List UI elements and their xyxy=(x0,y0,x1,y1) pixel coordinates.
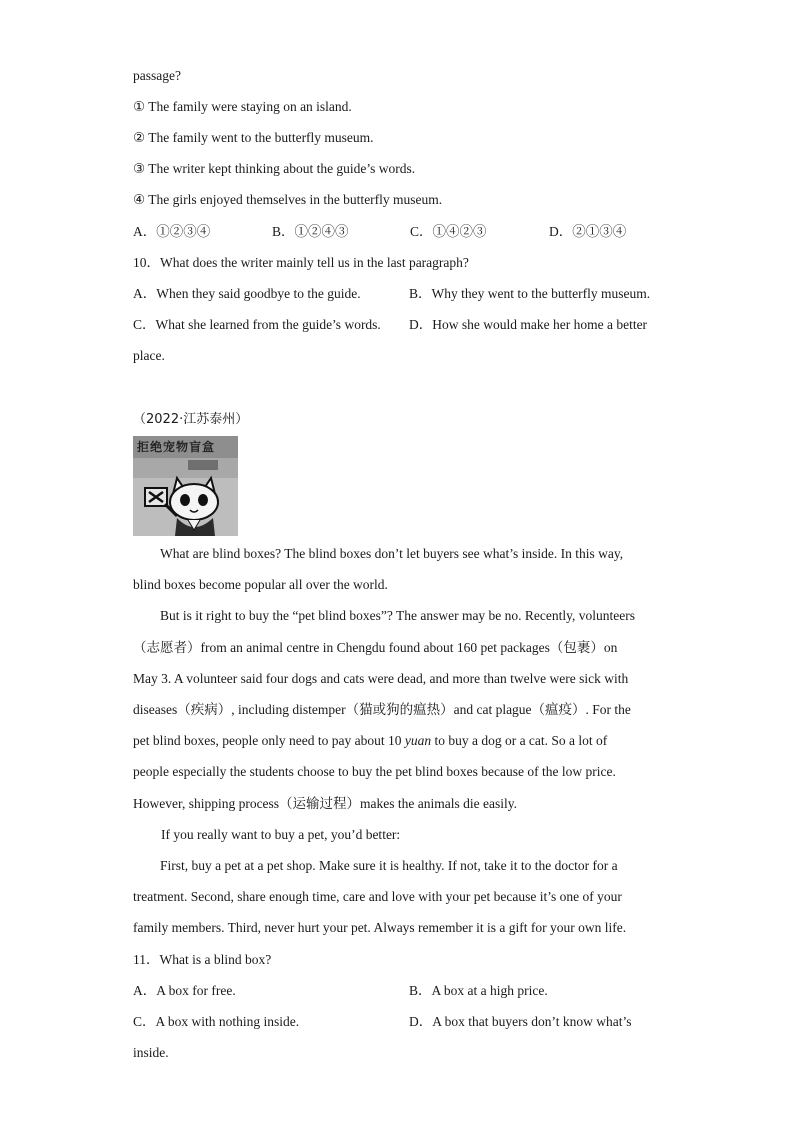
q9-option-c[interactable]: C．①④②③ xyxy=(410,224,487,239)
q9-item-1: ① The family were staying on an island. xyxy=(133,99,352,114)
passage-p1-line-1: What are blind boxes? The blind boxes don’t let buyers see what’s inside. In this way, xyxy=(160,546,624,561)
q11-stem: 11．What is a blind box? xyxy=(133,952,272,967)
passage-p1-line-2: blind boxes become popular all over the world. xyxy=(133,577,388,592)
passage-p2-line-4: diseases（疾病）, including distemper（猫或狗的瘟热）and cat plague（瘟疫）. For the xyxy=(133,702,631,717)
q9-option-a[interactable]: A．①②③④ xyxy=(133,224,211,239)
q10-option-d[interactable]: D．How she would make her home a better xyxy=(409,317,648,332)
q10-options-row-2 xyxy=(133,316,673,334)
passage-p2-line-5 xyxy=(133,732,607,750)
q11-option-a[interactable]: A．A box for free. xyxy=(133,983,236,998)
q10-option-b[interactable]: B．Why they went to the butterfly museum. xyxy=(409,286,651,301)
q9-options xyxy=(133,223,673,241)
q9-item-4: ④ The girls enjoyed themselves in the butterfly museum. xyxy=(133,192,443,207)
q11-option-c[interactable]: C．A box with nothing inside. xyxy=(133,1014,300,1029)
passage-p2-line-5-c: to buy a dog or a cat. So a lot of xyxy=(431,733,608,748)
q11-options-row-2 xyxy=(133,1013,673,1031)
passage-p2-line-1: But is it right to buy the “pet blind boxes”? The answer may be no. Recently, volunteers xyxy=(160,608,636,623)
illustration-banner: 拒绝宠物盲盒 xyxy=(133,436,238,458)
q9-option-d[interactable]: D．②①③④ xyxy=(549,224,627,239)
cat-illustration xyxy=(133,436,238,536)
source-tag: （2022·江苏泰州） xyxy=(133,412,249,427)
passage-p2-line-5-a: pet blind boxes, people only need to pay about 10 xyxy=(133,733,405,748)
passage-p3: If you really want to buy a pet, you’d better: xyxy=(161,827,401,842)
passage-p4-line-2: treatment. Second, share enough time, care and love with your pet because it’s one of your xyxy=(133,889,622,904)
q10-option-c[interactable]: C．What she learned from the guide’s words. xyxy=(133,317,381,332)
q9-stem-end: passage? xyxy=(133,68,181,83)
passage-p2-line-2: （志愿者）from an animal centre in Chengdu found about 160 pet packages（包裹）on xyxy=(133,640,618,655)
q10-option-d-continued: place. xyxy=(133,348,165,363)
q11-option-d-continued: inside. xyxy=(133,1045,169,1060)
passage-p4-line-3: family members. Third, never hurt your pet. Always remember it is a gift for your own life. xyxy=(133,920,627,935)
passage-p2-line-6: people especially the students choose to buy the pet blind boxes because of the low price. xyxy=(133,764,616,779)
passage-p4-line-1: First, buy a pet at a pet shop. Make sure it is healthy. If not, take it to the doctor for a xyxy=(160,858,618,873)
q10-option-a[interactable]: A．When they said goodbye to the guide. xyxy=(133,286,361,301)
passage-yuan-word: yuan xyxy=(404,733,432,748)
q11-option-b[interactable]: B．A box at a high price. xyxy=(409,983,548,998)
q9-item-2: ② The family went to the butterfly museum. xyxy=(133,130,374,145)
passage-p2-line-7: However, shipping process（运输过程）makes the animals die easily. xyxy=(133,796,518,811)
passage-illustration xyxy=(133,436,238,536)
q11-option-d[interactable]: D．A box that buyers don’t know what’s xyxy=(409,1014,632,1029)
passage-p2-line-3: May 3. A volunteer said four dogs and cats were dead, and more than twelve were sick with xyxy=(133,671,629,686)
q11-options-row-1 xyxy=(133,982,673,1000)
q9-item-3: ③ The writer kept thinking about the guide’s words. xyxy=(133,161,416,176)
q9-option-b[interactable]: B．①②④③ xyxy=(272,224,349,239)
q10-options-row-1 xyxy=(133,285,673,303)
q10-stem: 10．What does the writer mainly tell us in the last paragraph? xyxy=(133,255,469,270)
